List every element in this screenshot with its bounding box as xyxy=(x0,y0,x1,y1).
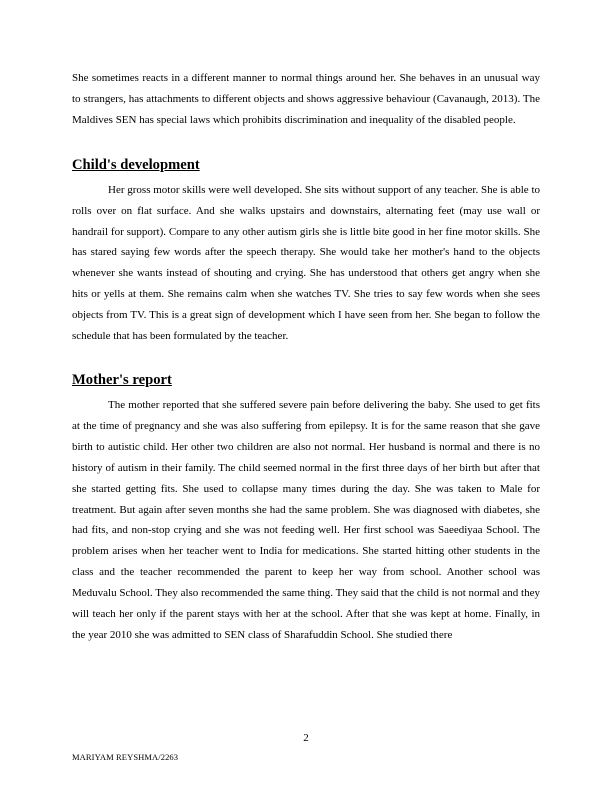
heading-mothers-report: Mother's report xyxy=(72,371,172,388)
mothers-report-paragraph: The mother reported that she suffered severe pain before delivering the baby. She used to get fits at the time of pregnancy and she was also suffering from epilepsy. It is for the same reason that she gave birth to autistic child. Her other two children are also not normal. Her husband is normal and there is no history of autism in their family. The child seemed normal in the first three days of her birth but after that she started getting fits. She used to collapse many times during the day. She was taken to Male for treatment. But again after seven months she had the same problem. She was diagnosed with diabetes, she had fits, and non-stop crying and she was not feeding well. Her first school was Saeediyaa School. The problem arises when her teacher went to India for medications. She started hitting other students in the class and the teacher recommended the parent to keep her way from school. Another school was Meduvalu School. They also recommended the same thing. They said that the child is not normal and they will teach her only if the parent stays with her at the school. After that she was kept at home. Finally, in the year 2010 she was admitted to SEN class of Sharafuddin School. She studied there xyxy=(72,398,540,641)
footer-author-id: MARIYAM REYSHMA/2263 xyxy=(72,752,179,762)
spacer xyxy=(72,347,540,370)
intro-paragraph: She sometimes reacts in a different manner to normal things around her. She behaves in an unusual way to strangers, has attachments to different objects and shows aggressive behaviour (Cavanaugh, 2013). The Maldives SEN has special laws which prohibits discrimination and inequality of the disabled people. xyxy=(72,72,540,126)
page-number: 2 xyxy=(303,732,309,744)
spacer xyxy=(72,131,540,155)
page-content xyxy=(72,68,540,646)
heading-child-development: Child's development xyxy=(72,156,200,173)
child-development-paragraph: Her gross motor skills were well developed. She sits without support of any teacher. She is able to rolls over on flat surface. And she walks upstairs and downstairs, alternating feet (may use wall or handrail for support). Compare to any other autism girls she is little bite good in her fine motor skills. She has stared saying few words after the speech therapy. She would take her mother's hand to the objects whenever she wants instead of shouting and crying. She has understood that others get angry when she hits or yells at them. She remains calm when she watches TV. She tries to say few words when she sees objects from TV. This is a great sign of development which I have seen from her. She began to follow the schedule that has been formulated by the teacher. xyxy=(72,183,540,343)
